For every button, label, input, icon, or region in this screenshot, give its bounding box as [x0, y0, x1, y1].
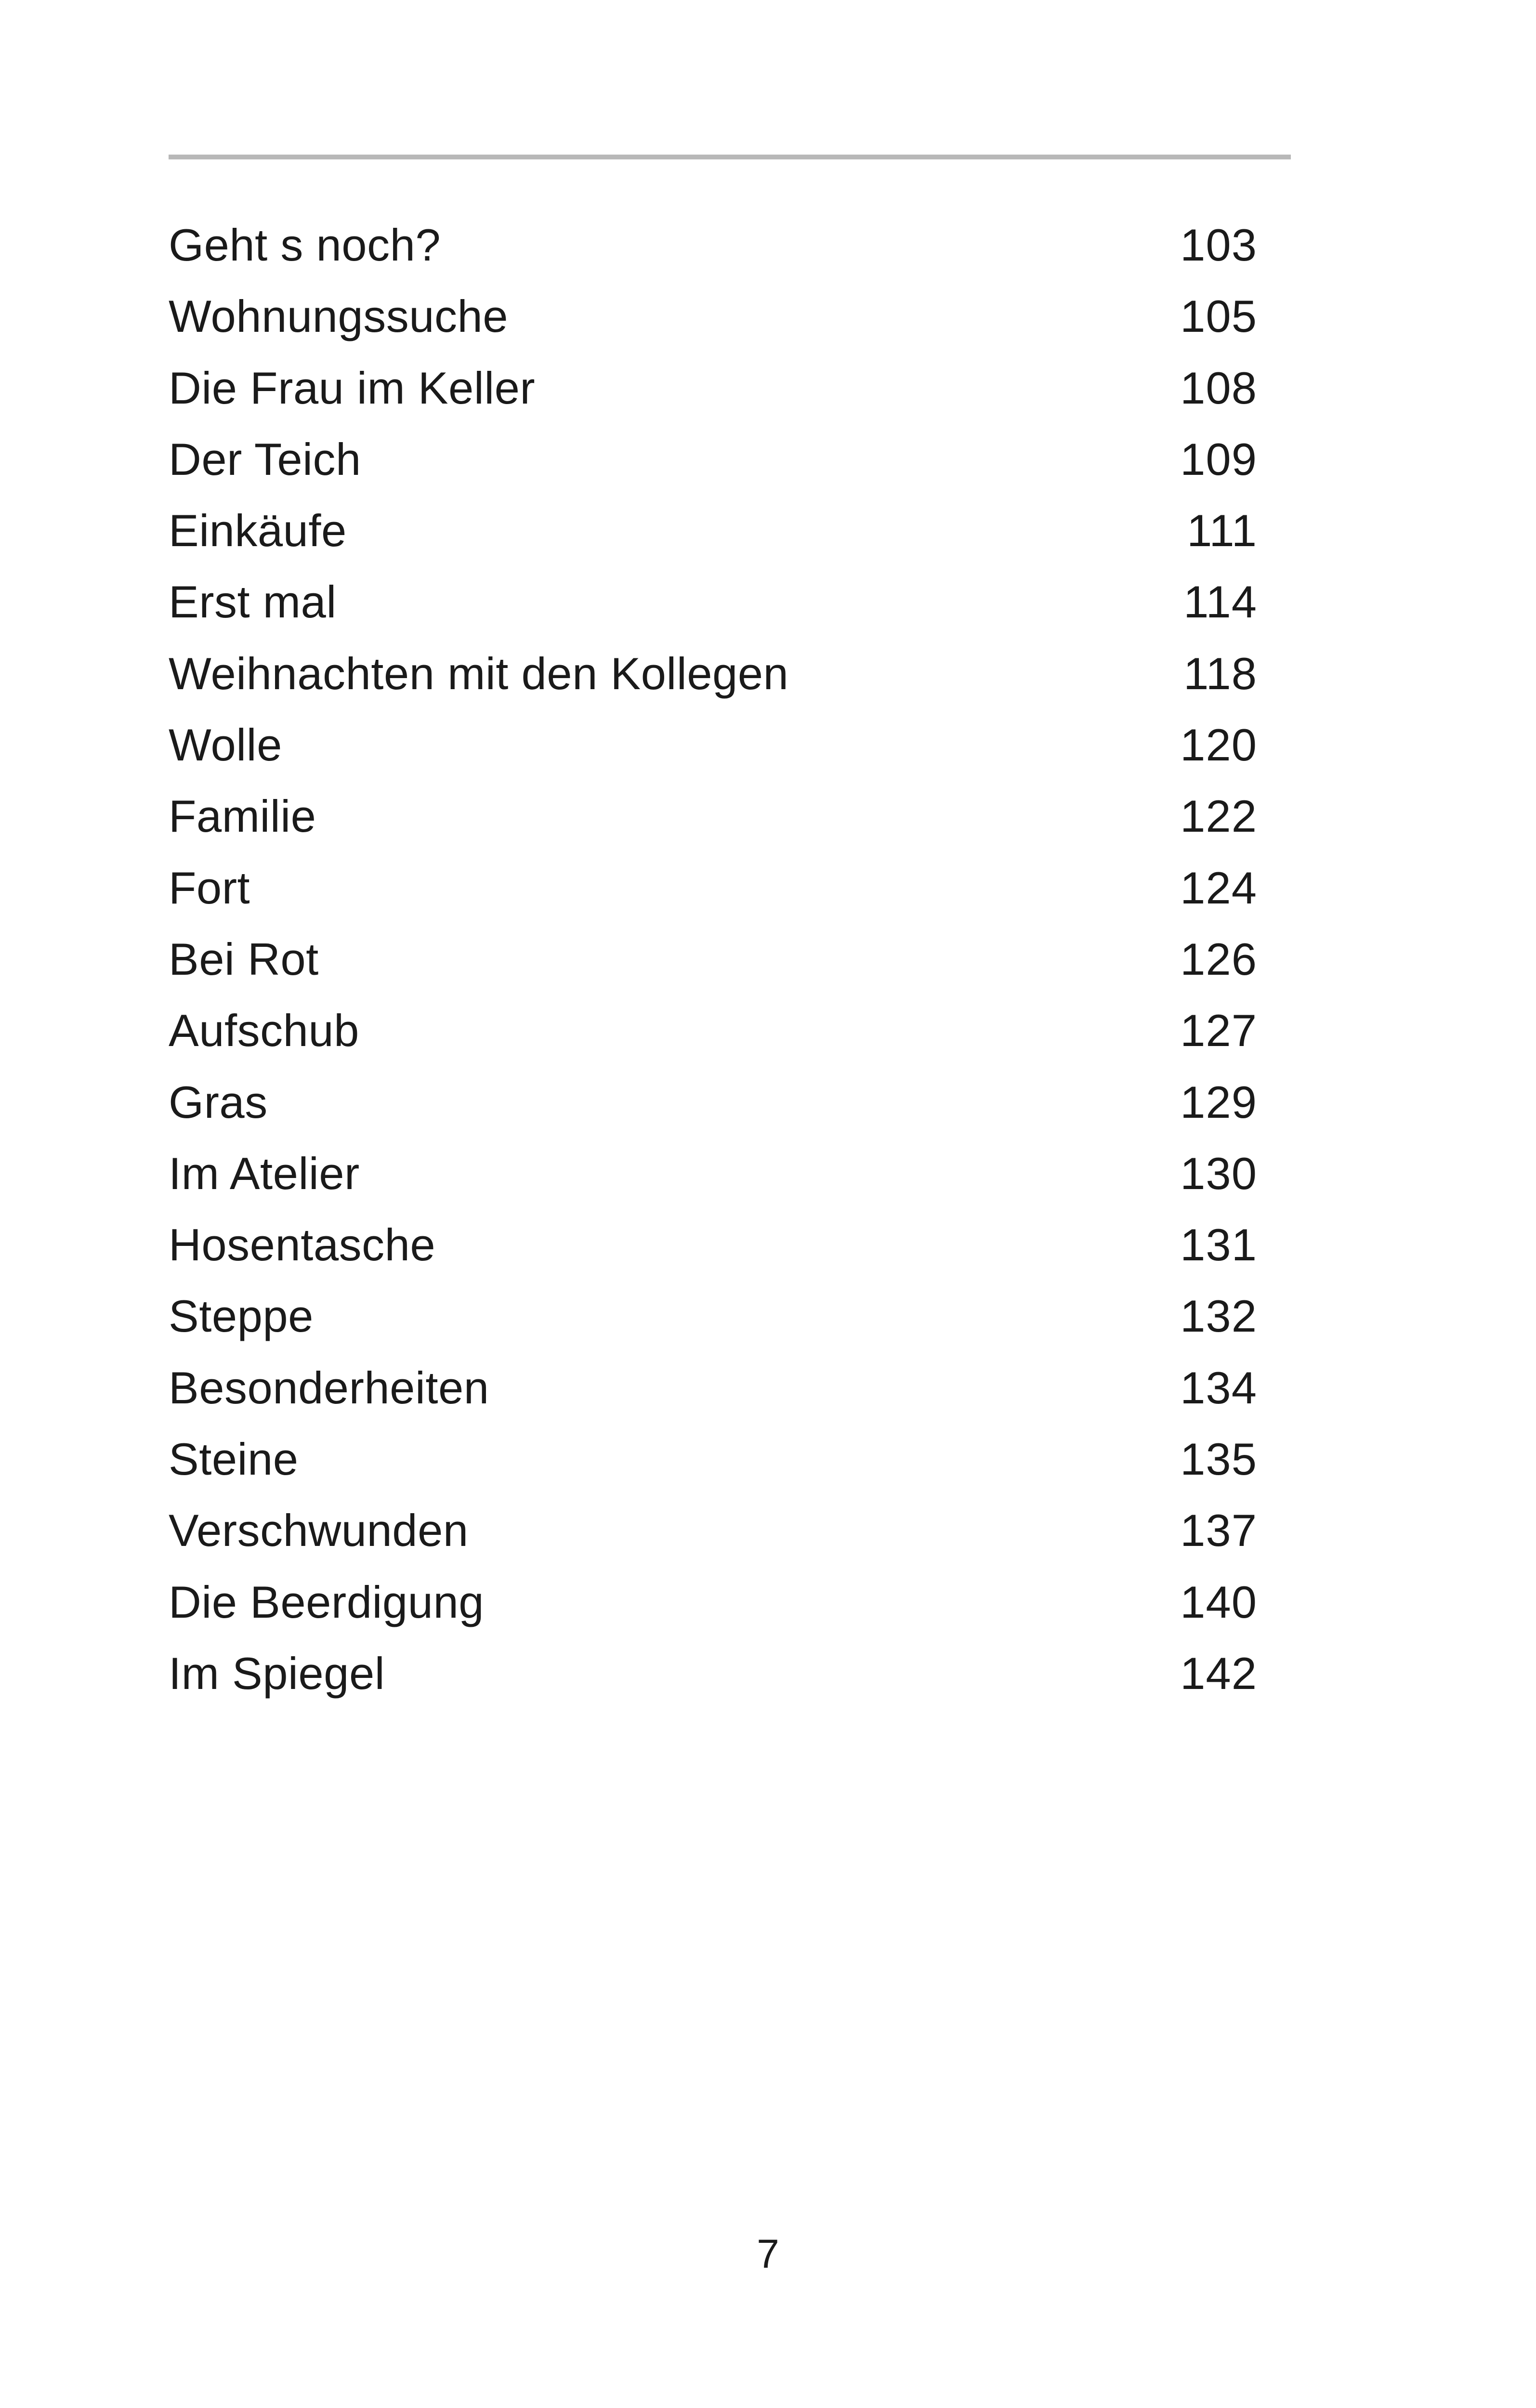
toc-entry-page: 132	[1180, 1291, 1257, 1342]
toc-entry	[169, 924, 1257, 995]
toc-entry-page: 140	[1180, 1576, 1257, 1627]
toc-entry-title: Wolle	[169, 720, 282, 771]
toc-entry-page: 134	[1180, 1362, 1257, 1413]
toc-entry	[169, 1067, 1257, 1138]
toc-entry-title: Steppe	[169, 1291, 314, 1342]
toc-entry	[169, 1638, 1257, 1709]
toc-entry-page: 108	[1180, 362, 1257, 413]
toc-entry-title: Steine	[169, 1434, 299, 1485]
toc-entry-title: Aufschub	[169, 1005, 359, 1056]
toc-entry	[169, 209, 1257, 281]
toc-entry-title: Weihnachten mit den Kollegen	[169, 648, 789, 699]
toc-entry-page: 122	[1180, 791, 1257, 842]
toc-entry	[169, 1495, 1257, 1566]
toc-entry-title: Fort	[169, 862, 250, 913]
toc-entry-title: Hosentasche	[169, 1219, 436, 1270]
toc-entry-page: 129	[1180, 1076, 1257, 1127]
top-divider-rule	[169, 155, 1291, 159]
toc-entry-title: Wohnungssuche	[169, 291, 509, 342]
toc-entry-title: Die Frau im Keller	[169, 362, 536, 413]
toc-entry-page: 118	[1183, 648, 1257, 699]
toc-entry-page: 130	[1180, 1148, 1257, 1199]
toc-entry-page: 131	[1180, 1219, 1257, 1270]
toc-entry-page: 124	[1180, 862, 1257, 913]
toc-entry-title: Der Teich	[169, 433, 361, 484]
toc-entry-page: 127	[1180, 1005, 1257, 1056]
toc-entry	[169, 1281, 1257, 1352]
toc-entry-page: 135	[1180, 1434, 1257, 1485]
toc-entry-page: 105	[1180, 291, 1257, 342]
toc-entry-title: Besonderheiten	[169, 1362, 489, 1413]
toc-entry-page: 109	[1180, 433, 1257, 484]
toc-entry-page: 114	[1183, 576, 1257, 628]
toc-entry	[169, 995, 1257, 1066]
toc-entry-title: Die Beerdigung	[169, 1576, 484, 1627]
toc-entry	[169, 638, 1257, 709]
toc-entry	[169, 1209, 1257, 1281]
toc-entry	[169, 281, 1257, 352]
toc-entry	[169, 1138, 1257, 1209]
toc-entry	[169, 1567, 1257, 1638]
toc-entry-page: 126	[1180, 933, 1257, 984]
toc-entry-title: Verschwunden	[169, 1505, 469, 1556]
toc-entry-title: Einkäufe	[169, 505, 347, 556]
toc-entry-page: 103	[1180, 220, 1257, 270]
page-number: 7	[757, 2231, 779, 2277]
toc-entry	[169, 566, 1257, 638]
toc-entry	[169, 1424, 1257, 1495]
toc-entry-title: Bei Rot	[169, 933, 319, 984]
toc-entry	[169, 495, 1257, 566]
toc-entry	[169, 852, 1257, 924]
toc-entry-page: 120	[1180, 720, 1257, 771]
toc-entry-page: 137	[1180, 1505, 1257, 1556]
toc-entry-page: 111	[1187, 505, 1257, 556]
toc-entry	[169, 781, 1257, 852]
toc-entry-title: Im Spiegel	[169, 1648, 385, 1699]
toc-entry-page: 142	[1180, 1648, 1257, 1699]
toc-entry	[169, 709, 1257, 781]
toc-entry	[169, 424, 1257, 495]
toc-entry	[169, 353, 1257, 424]
toc-entry-title: Familie	[169, 791, 316, 842]
toc-entry-title: Erst mal	[169, 576, 337, 628]
toc-entry-title: Geht s noch?	[169, 220, 441, 270]
toc-entry-title: Im Atelier	[169, 1148, 360, 1199]
toc-entry	[169, 1352, 1257, 1424]
table-of-contents	[169, 209, 1257, 1709]
toc-entry-title: Gras	[169, 1076, 268, 1127]
